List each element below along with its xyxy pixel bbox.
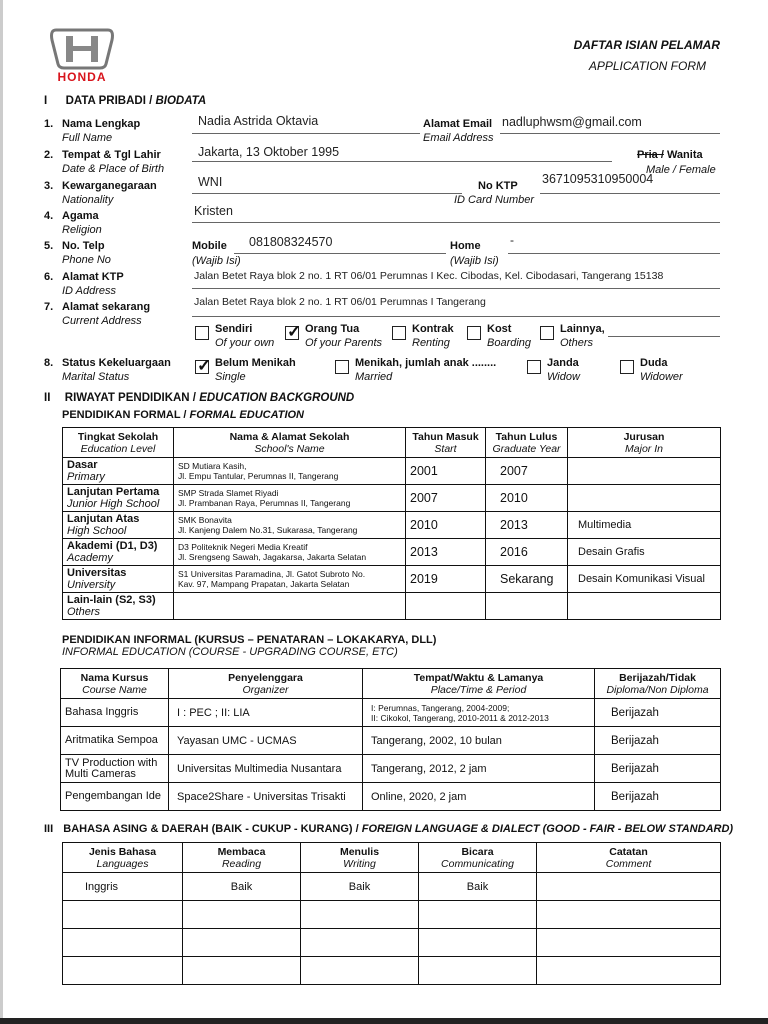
major-cell[interactable]: Multimedia [568, 512, 721, 539]
field-label-id: No. Telp [62, 240, 105, 252]
level-id: Lanjutan Pertama [67, 486, 160, 498]
nationality-value[interactable]: WNI [198, 175, 223, 189]
option-label-en: Boarding [487, 337, 532, 349]
field-label-id: Agama [62, 210, 99, 222]
place-time-line1: Online, 2020, 2 jam [371, 790, 467, 803]
home-label: Home [450, 240, 481, 252]
marital-option-label [547, 356, 580, 384]
school-address: Kav. 97, Mampang Prapatan, Jakarta Selatan [178, 579, 350, 589]
school-address: Jl. Kanjeng Dalem No.31, Sukarasa, Tangerang [178, 525, 358, 535]
school-address: Jl. Srengseng Sawah, Jagakarsa, Jakarta Selatan [178, 552, 367, 562]
home-line [508, 253, 720, 254]
marital-option-label [640, 356, 683, 384]
check-mark-icon: ✓ [287, 322, 302, 341]
place-time-line1: I: Perumnas, Tangerang, 2004-2009; [371, 702, 510, 713]
option-label-en: Of your Parents [305, 337, 383, 349]
field-label [62, 356, 171, 384]
column-header-en: Writing [343, 857, 376, 870]
column-header-en: Diploma/Non Diploma [606, 683, 709, 696]
field-label-en: Marital Status [62, 371, 130, 383]
gender-pria: Pria / [637, 149, 664, 161]
school-name: D3 Politeknik Negeri Media Kreatif [178, 542, 308, 552]
gender-field[interactable] [637, 148, 703, 162]
school-cell[interactable] [174, 539, 406, 566]
field-label-id: Alamat KTP [62, 271, 124, 283]
diploma-cell[interactable]: Berijazah [595, 699, 721, 727]
field-label [62, 117, 140, 145]
column-header [174, 428, 406, 458]
residence-checkbox[interactable] [285, 322, 302, 341]
table-row [61, 755, 721, 783]
level-en: Others [67, 606, 101, 618]
column-header [63, 843, 183, 873]
home-value[interactable]: - [510, 233, 514, 247]
table-row [63, 539, 721, 566]
writing-cell[interactable] [301, 957, 419, 985]
table-row [61, 699, 721, 727]
education-level-cell [63, 566, 174, 593]
comment-cell[interactable] [537, 901, 721, 929]
organizer-cell[interactable]: Space2Share - Universitas Trisakti [169, 783, 363, 811]
field-label-en: Full Name [62, 132, 113, 144]
field-label-en: Date & Place of Birth [62, 163, 165, 175]
speaking-cell[interactable] [419, 957, 537, 985]
option-label-id: Janda [547, 357, 579, 369]
informal-education-table [60, 668, 721, 811]
column-header-id: Jenis Bahasa [88, 845, 157, 858]
school-address: Jl. Prambanan Raya, Perumnas II, Tangerang [178, 498, 351, 508]
option-label-en: Single [215, 371, 246, 383]
religion-line [192, 222, 720, 223]
marital-option-label [355, 356, 496, 384]
page-edge [0, 0, 3, 1024]
option-label-id: Duda [640, 357, 668, 369]
speaking-cell[interactable]: Baik [419, 873, 537, 901]
current-address-line [192, 316, 720, 317]
field-label-id: Tempat & Tgl Lahir [62, 149, 161, 161]
marital-checkbox[interactable] [335, 360, 349, 374]
course-name-cell[interactable]: Pengembangan Ide [61, 783, 169, 811]
check-mark-icon: ✓ [197, 356, 212, 375]
school-cell[interactable] [174, 512, 406, 539]
writing-cell[interactable] [301, 929, 419, 957]
option-label-id: Kost [487, 323, 512, 335]
option-label-id: Sendiri [215, 323, 253, 335]
table-row [63, 566, 721, 593]
field-label-id: Nama Lengkap [62, 118, 141, 130]
nationality-line [192, 193, 462, 194]
mobile-label: Mobile [192, 240, 227, 252]
language-cell[interactable] [63, 957, 183, 985]
option-label-id: Kontrak [412, 323, 454, 335]
field-number: 1. [44, 118, 54, 130]
field-number: 6. [44, 271, 54, 283]
table-row [63, 901, 721, 929]
field-label [62, 239, 111, 267]
column-header-id: Tempat/Waktu & Lamanya [413, 671, 544, 684]
school-address: Jl. Empu Tantular, Perumnas II, Tangerang [178, 471, 339, 481]
diploma-cell[interactable]: Berijazah [595, 755, 721, 783]
column-header-en: Organizer [242, 683, 289, 696]
graduate-year-cell[interactable]: 2007 [486, 458, 568, 485]
diploma-cell[interactable]: Berijazah [595, 727, 721, 755]
table-row [63, 512, 721, 539]
residence-checkbox[interactable] [540, 326, 554, 340]
form-title: DAFTAR ISIAN PELAMAR [573, 38, 720, 52]
comment-cell[interactable] [537, 957, 721, 985]
marital-checkbox[interactable] [527, 360, 541, 374]
level-id: Universitas [67, 567, 127, 579]
field-number: 5. [44, 240, 54, 252]
column-header-en: Communicating [441, 857, 514, 870]
place-time-cell[interactable] [363, 727, 595, 755]
language-cell[interactable]: Inggris [63, 873, 183, 901]
others-line [608, 336, 720, 337]
birth-value[interactable]: Jakarta, 13 Oktober 1995 [198, 145, 340, 159]
level-en: High School [67, 525, 127, 537]
field-label-en: Nationality [62, 194, 114, 206]
course-name-cell[interactable]: Aritmatika Sempoa [61, 727, 169, 755]
field-number: 8. [44, 357, 54, 369]
column-header [486, 428, 568, 458]
level-id: Dasar [67, 459, 98, 471]
residence-option-label [215, 322, 274, 350]
graduate-year-cell[interactable]: 2010 [486, 485, 568, 512]
column-header-id: Nama & Alamat Sekolah [229, 430, 350, 443]
column-header-id: Tahun Masuk [412, 430, 479, 443]
brand-name: HONDA [57, 70, 107, 84]
level-en: Junior High School [67, 498, 160, 510]
residence-option-label [560, 322, 605, 350]
column-header-en: Comment [605, 857, 652, 870]
section-2-heading: II RIWAYAT PENDIDIKAN / EDUCATION BACKGROUND [44, 392, 355, 404]
education-level-cell [63, 512, 174, 539]
field-number: 3. [44, 180, 54, 192]
gender-wanita: Wanita [663, 149, 703, 161]
marital-checkbox[interactable] [620, 360, 634, 374]
level-id: Akademi (D1, D3) [67, 540, 158, 552]
residence-option-label [412, 322, 454, 350]
column-header-id: Menulis [339, 845, 380, 858]
start-year-cell[interactable]: 2013 [406, 539, 486, 566]
school-cell[interactable] [174, 566, 406, 593]
ktp-label-en: ID Card Number [454, 194, 535, 206]
speaking-cell[interactable] [419, 929, 537, 957]
column-header [537, 843, 721, 873]
mobile-value[interactable]: 081808324570 [249, 235, 333, 249]
informal-education-heading: PENDIDIKAN INFORMAL (KURSUS – PENATARAN – LOKAKARYA, DLL) INFORMAL EDUCATION (COURSE - UPGRADING COURSE, ETC) [62, 634, 437, 658]
column-header [568, 428, 721, 458]
column-header-id: Membaca [217, 845, 266, 858]
school-cell[interactable] [174, 458, 406, 485]
mobile-line [234, 253, 446, 254]
field-label [62, 179, 157, 207]
organizer-cell[interactable]: Yayasan UMC - UCMAS [169, 727, 363, 755]
formal-education-heading: PENDIDIKAN FORMAL / FORMAL EDUCATION [62, 409, 305, 421]
place-time-line1: Tangerang, 2012, 2 jam [371, 762, 487, 775]
field-number: 4. [44, 210, 54, 222]
level-en: University [67, 579, 116, 591]
reading-cell[interactable] [183, 929, 301, 957]
field-number: 2. [44, 149, 54, 161]
start-year-cell[interactable]: 2019 [406, 566, 486, 593]
writing-cell[interactable] [301, 901, 419, 929]
column-header [595, 669, 721, 699]
major-cell[interactable] [568, 458, 721, 485]
section-3-heading: III BAHASA ASING & DAERAH (BAIK - CUKUP - KURANG) / FOREIGN LANGUAGE & DIALECT (GOOD - FAIR - BELOW STANDARD) [44, 823, 734, 835]
graduate-year-cell[interactable]: 2016 [486, 539, 568, 566]
organizer-cell[interactable]: Universitas Multimedia Nusantara [169, 755, 363, 783]
major-cell[interactable] [568, 593, 721, 620]
current-address-value[interactable]: Jalan Betet Raya blok 2 no. 1 RT 06/01 Perumnas I Tangerang [194, 296, 486, 308]
ktp-value[interactable]: 3671095310950004 [542, 172, 654, 186]
graduate-year-cell[interactable] [486, 593, 568, 620]
table-row [63, 957, 721, 985]
field-number: 7. [44, 301, 54, 313]
field-label-en: ID Address [62, 285, 117, 297]
ktp-line [540, 193, 720, 194]
language-table [62, 842, 721, 985]
course-name-cell[interactable]: TV Production with Multi Cameras [61, 755, 169, 783]
table-row [63, 929, 721, 957]
column-header-en: Graduate Year [492, 442, 561, 455]
comment-cell[interactable] [537, 873, 721, 901]
language-cell[interactable] [63, 901, 183, 929]
id-address-line [192, 288, 720, 289]
graduate-year-cell[interactable]: Sekarang [486, 566, 568, 593]
column-header [406, 428, 486, 458]
level-id: Lanjutan Atas [67, 513, 140, 525]
major-cell[interactable] [568, 485, 721, 512]
form-subtitle: APPLICATION FORM [588, 59, 706, 73]
table-row [63, 593, 721, 620]
column-header-id: Tahun Lulus [495, 430, 558, 443]
place-time-line1: Tangerang, 2002, 10 bulan [371, 734, 502, 747]
column-header-en: Course Name [82, 683, 147, 696]
diploma-cell[interactable]: Berijazah [595, 783, 721, 811]
education-level-cell [63, 539, 174, 566]
option-label-id: Belum Menikah [215, 357, 296, 369]
option-label-en: Widower [640, 371, 683, 383]
school-cell[interactable] [174, 593, 406, 620]
formal-education-table [62, 427, 721, 620]
start-year-cell[interactable]: 2010 [406, 512, 486, 539]
level-id: Lain-lain (S2, S3) [67, 594, 156, 606]
email-label: Alamat Email [423, 118, 493, 130]
major-cell[interactable]: Desain Komunikasi Visual [568, 566, 721, 593]
field-label-id: Kewarganegaraan [62, 180, 157, 192]
id-address-value[interactable]: Jalan Betet Raya blok 2 no. 1 RT 06/01 Perumnas I Kec. Cibodas, Kel. Cibodasari, Tangerang 15138 [194, 270, 664, 282]
residence-option-label [305, 322, 382, 350]
honda-logo [44, 26, 120, 86]
column-header [169, 669, 363, 699]
mobile-wajib: (Wajib Isi) [192, 255, 241, 267]
graduate-year-cell[interactable]: 2013 [486, 512, 568, 539]
option-label-id: Orang Tua [305, 323, 360, 335]
honda-h-emblem-icon [44, 26, 120, 70]
religion-value[interactable]: Kristen [194, 204, 233, 218]
marital-checkbox[interactable] [195, 356, 212, 375]
column-header [419, 843, 537, 873]
section-1-heading: I DATA PRIBADI / BIODATA [44, 95, 207, 107]
start-year-cell[interactable]: 2001 [406, 458, 486, 485]
speaking-cell[interactable] [419, 901, 537, 929]
field-label [62, 209, 102, 237]
column-header-id: Tingkat Sekolah [77, 430, 159, 443]
column-header [363, 669, 595, 699]
school-name: S1 Universitas Paramadina, Jl. Gatot Subroto No. [178, 569, 366, 579]
school-cell[interactable] [174, 485, 406, 512]
column-header [183, 843, 301, 873]
field-label-id: Status Kekeluargaan [62, 357, 171, 369]
reading-cell[interactable]: Baik [183, 873, 301, 901]
place-time-cell[interactable] [363, 783, 595, 811]
field-label-id: Alamat sekarang [62, 301, 151, 313]
organizer-cell[interactable]: I : PEC ; II: LIA [169, 699, 363, 727]
column-header-id: Berijazah/Tidak [619, 671, 696, 684]
place-time-cell[interactable] [363, 699, 595, 727]
column-header-en: Reading [221, 857, 262, 870]
option-label-en: Widow [547, 371, 580, 383]
residence-checkbox[interactable] [195, 326, 209, 340]
residence-checkbox[interactable] [392, 326, 406, 340]
major-cell[interactable]: Desain Grafis [568, 539, 721, 566]
column-header [63, 428, 174, 458]
email-value[interactable]: nadluphwsm@gmail.com [502, 115, 642, 129]
column-header-id: Catatan [609, 845, 648, 858]
gender-label-en: Male / Female [646, 164, 716, 176]
start-year-cell[interactable]: 2007 [406, 485, 486, 512]
name-line [192, 133, 420, 134]
table-row [61, 727, 721, 755]
column-header-id: Bicara [461, 845, 494, 858]
education-level-cell [63, 458, 174, 485]
column-header-en: Place/Time & Period [430, 683, 527, 696]
field-label [62, 148, 164, 176]
reading-cell[interactable] [183, 957, 301, 985]
option-label-en: Of your own [215, 337, 275, 349]
email-line [500, 133, 720, 134]
field-label-en: Phone No [62, 254, 111, 266]
residence-option-label [487, 322, 531, 350]
education-level-cell [63, 593, 174, 620]
course-name-cell[interactable]: Bahasa Inggris [61, 699, 169, 727]
option-label-id: Menikah, jumlah anak ........ [355, 357, 497, 369]
field-label [62, 300, 150, 328]
school-name: SD Mutiara Kasih, [178, 461, 247, 471]
level-en: Primary [67, 471, 105, 483]
field-label-en: Current Address [62, 315, 142, 327]
option-label-en: Married [355, 371, 393, 383]
column-header-id: Nama Kursus [80, 671, 149, 684]
column-header [301, 843, 419, 873]
home-wajib: (Wajib Isi) [450, 255, 499, 267]
table-row [61, 783, 721, 811]
place-time-cell[interactable] [363, 755, 595, 783]
column-header-id: Penyelenggara [228, 671, 303, 684]
school-name: SMP Strada Slamet Riyadi [178, 488, 279, 498]
level-en: Academy [67, 552, 113, 564]
marital-option-label [215, 356, 296, 384]
writing-cell[interactable]: Baik [301, 873, 419, 901]
bottom-border [0, 1018, 768, 1024]
table-row [63, 485, 721, 512]
place-time-line2: II: Cikokol, Tangerang, 2010-2011 & 2012-2013 [371, 712, 549, 723]
education-level-cell [63, 485, 174, 512]
column-header-en: Start [434, 442, 457, 455]
birth-line [192, 161, 612, 162]
reading-cell[interactable] [183, 901, 301, 929]
residence-checkbox[interactable] [467, 326, 481, 340]
column-header-en: Education Level [80, 442, 156, 455]
start-year-cell[interactable] [406, 593, 486, 620]
comment-cell[interactable] [537, 929, 721, 957]
email-label-en: Email Address [423, 132, 494, 144]
language-cell[interactable] [63, 929, 183, 957]
name-value[interactable]: Nadia Astrida Oktavia [198, 114, 319, 128]
column-header-en: School's Name [254, 442, 325, 455]
column-header [61, 669, 169, 699]
option-label-en: Others [560, 337, 594, 349]
table-row [63, 458, 721, 485]
column-header-en: Major In [625, 442, 663, 455]
ktp-label: No KTP [478, 180, 518, 192]
option-label-en: Renting [412, 337, 450, 349]
option-label-id: Lainnya, [560, 323, 605, 335]
column-header-id: Jurusan [623, 430, 665, 443]
table-row [63, 873, 721, 901]
field-label-en: Religion [62, 224, 102, 236]
column-header-en: Languages [96, 857, 149, 870]
field-label [62, 270, 124, 298]
school-name: SMK Bonavita [178, 515, 232, 525]
